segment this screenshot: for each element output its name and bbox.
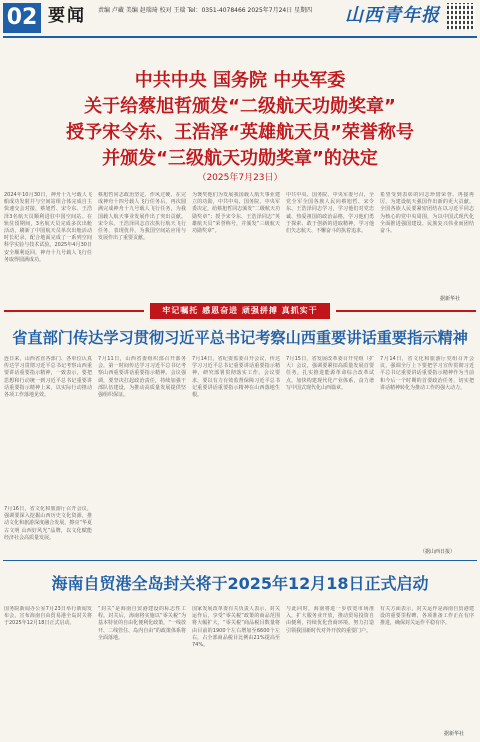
article-1-paragraph: 中共中央、国务院、中央军委号召，全党全军全国各族人民向蔡旭哲、宋令东、王浩泽同志学习，学习他们对党忠诚、热爱祖国的政治品格，学习他们勇于探索、敢于创新的进取精神，学习他们矢志航天、不懈奋斗的执着追求。 <box>286 192 374 235</box>
section-name: 要闻 <box>48 6 86 26</box>
article-3-paragraph: 与此同时，海南将进一步放宽市场准入，扩大服务业开放，推动贸易投资自由便利，持续优化营商环境，努力打造引领我国新时代对外开放的重要门户。 <box>286 606 374 634</box>
header-rule <box>3 36 477 38</box>
headline-line-2: 关于给蔡旭哲颁发“二级航天功勋奖章” <box>84 96 396 117</box>
article-3-title: 海南自贸港全岛封关将于2025年12月18日正式启动 <box>51 574 429 593</box>
newspaper-logo: 山西青年报 <box>345 5 440 26</box>
article-2-paragraph: 7月14日，省纪委监委召开会议，传达学习习近平总书记重要讲话重要指示精神，研究部署贯彻落实工作。会议要求，要以有力有效监督保障习近平总书记重要讲话重要指示精神在山西落地生根。 <box>192 356 280 399</box>
article-2-paragraph: 7月16日，省文化和旅游厅召开会议，强调要深入挖掘山西历史文化资源，推动文化和旅游深度融合发展，擦亮“华夏古文明 山西好风光”品牌，以文化赋能经济社会高质量发展。 <box>4 506 92 541</box>
article-2-source: （据山西日报） <box>420 549 456 555</box>
qr-code-icon <box>447 3 475 31</box>
banner-rule-right <box>336 310 476 312</box>
article-1-paragraph: 2024年10月30日，神舟十九号载人飞船成功发射并与空间站组合体完成自主快速交会对接，蔡旭哲、宋令东、王浩泽3名航天员顺利进驻中国空间站。在轨驻留期间，3名航天员完成多次出舱活动，刷新了中国航天员单次出舱活动时长纪录，配合地面完成了一系列空间科学实验与技术试验。2025年4月30日安全顺利返回，神舟十九号载人飞行任务取得圆满成功。 <box>4 192 92 263</box>
section-divider <box>3 560 477 561</box>
article-1-paragraph: 为褒奖他们为发展我国载人航天事业建立的功勋，中共中央、国务院、中央军委决定，给蔡旭哲同志颁发“二级航天功勋奖章”；授予宋令东、王浩泽同志“英雄航天员”荣誉称号，并颁发“三级航天功勋奖章”。 <box>192 192 280 235</box>
article-3-paragraph: 有关方面表示，封关运作是海南自贸港建设的重要里程碑，各项准备工作正在有序推进，确保封关运作平稳有序。 <box>380 606 474 627</box>
theme-banner: 牢记嘱托 感恩奋进 顽强拼搏 真抓实干 <box>150 303 330 319</box>
page-number: 02 <box>3 3 41 33</box>
article-1-paragraph: 希望受到表彰的同志珍惜荣誉、再接再厉，为建设航天强国作出新的更大贡献。全国各族人民要紧密团结在以习近平同志为核心的党中央周围，为以中国式现代化全面推进强国建设、民族复兴伟业而团结奋斗。 <box>380 192 474 235</box>
article-2-title: 省直部门传达学习贯彻习近平总书记考察山西重要讲话重要指示精神 <box>12 329 468 347</box>
headline-date: （2025年7月23日） <box>197 173 283 183</box>
article-3-paragraph: 国家发展改革委有关负责人表示，封关运作后，享受“零关税”政策的商品范围将大幅扩大，“零关税”商品税目数量将由目前的1900个左右增加至6600个左右，占全部商品税目比例由21%提高至74%。 <box>192 606 280 649</box>
banner-rule-left <box>4 310 144 312</box>
headline-line-4: 并颁发“三级航天功勋奖章”的决定 <box>102 148 378 169</box>
article-2-paragraph: 7月15日，省发展改革委召开党组（扩大）会议，强调要紧扣高质量发展首要任务，扎实推进能源革命综合改革试点，加快构建现代化产业体系，奋力谱写中国式现代化山西篇章。 <box>286 356 374 391</box>
headline-line-3: 授予宋令东、王浩泽“英雄航天员”荣誉称号 <box>66 122 414 143</box>
article-1-source: 据新华社 <box>440 296 461 302</box>
article-3-paragraph: 国务院新闻办公室7月23日举行新闻发布会，宣布海南自由贸易港全岛封关将于2025年12月18日正式启动。 <box>4 606 92 627</box>
article-3-source: 据新华社 <box>444 731 465 737</box>
article-3-paragraph: “封关”是海南自贸港建设的标志性工程。封关后，海南将实施以“零关税”为基本特征的自由化便利化政策，“一线放开、二线管住、岛内自由”的政策体系将全面落地。 <box>98 606 186 641</box>
article-2-paragraph: 连日来，山西省直各部门、各单位认真传达学习贯彻习近平总书记考察山西重要讲话重要指示精神，一致表示，要把思想和行动统一到习近平总书记重要讲话重要指示精神上来，以实际行动推动各项工作落地见效。 <box>4 356 92 399</box>
header-meta: 责编 卢藏 美编 赵瑞琦 校对 王瑞 Tel：0351-4078466 2025年7月24日 星期四 <box>98 7 313 14</box>
article-1-paragraph: 蔡旭哲同志政治坚定、作风过硬，在完成神舟十四号载人飞行任务后，再次圆满完成神舟十九号载人飞行任务，为我国载人航天事业发展作出了突出贡献。宋令东、王浩泽同志首次执行航天飞行任务，表现优异，为我国空间站应用与发展作出了重要贡献。 <box>98 192 186 242</box>
article-2-paragraph: 7月14日，省文化和旅游厅党组召开会议，强调全厅上下要把学习宣传贯彻习近平总书记重要讲话重要指示精神作为当前和今后一个时期的首要政治任务，切实把讲话精神转化为推动工作的强大动力。 <box>380 356 474 391</box>
article-2-paragraph: 7月11日，山西省委组织部召开部务会，第一时间传达学习习近平总书记考察山西重要讲话重要指示精神。会议强调，要坚决扛起政治责任，持续加强干部队伍建设，为推动高质量发展提供坚强组织保证。 <box>98 356 186 399</box>
headline-line-1: 中共中央 国务院 中央军委 <box>134 70 346 91</box>
